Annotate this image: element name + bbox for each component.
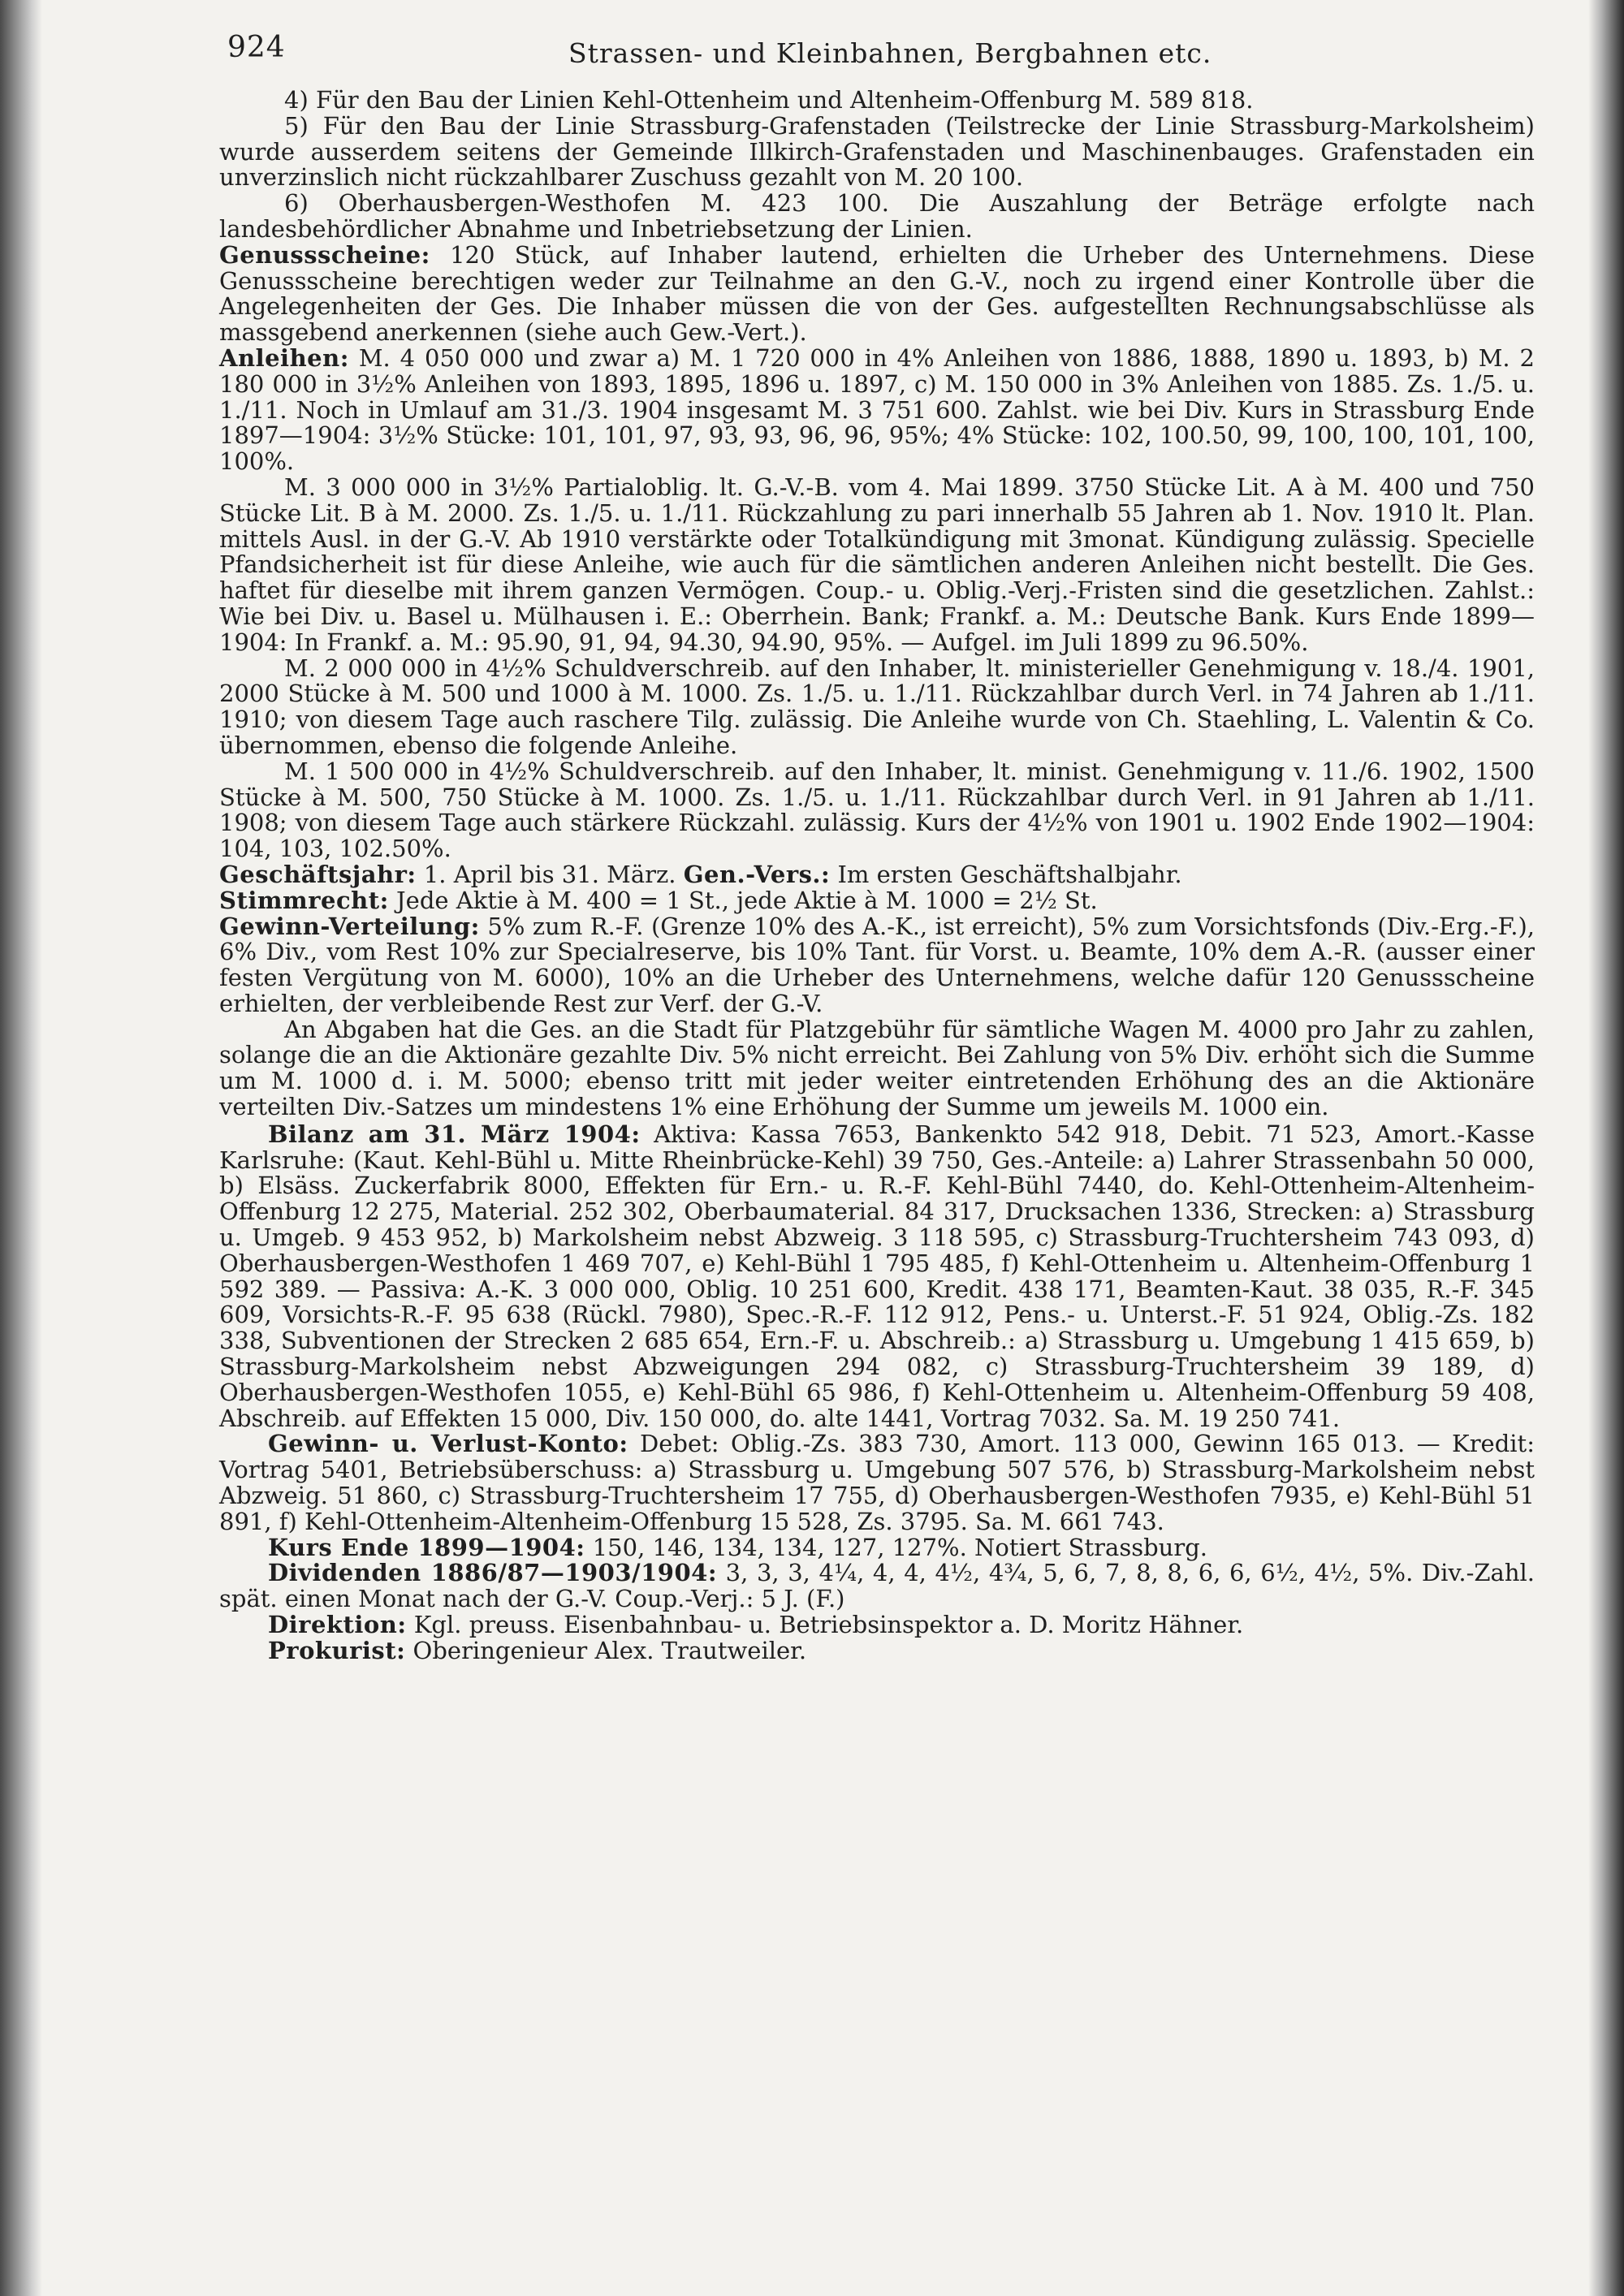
paragraph-text: M. 3 000 000 in 3½% Partialoblig. lt. G.-V.-B. vom 4. Mai 1899. 3750 Stücke Lit. A à M. 400 und 750 Stücke Lit. B à M. 2000. Zs. 1./5. u. 1./11. Rückzahlung zu pari innerhalb 55 Jahren ab 1. Nov. 1910 lt. Plan. mittels Ausl. in der G.-V. Ab 1910 verstärkte oder Totalkündigung mit 3monat. Kündigung zulässig. Specielle Pfandsicherheit ist für diese Anleihe, wie auch für die sämtlichen anderen Anleihen nicht bestellt. Die Ges. haftet für dieselbe mit ihrem ganzen Vermögen. Coup.- u. Oblig.-Verj.-Fristen sind die gesetzlichen. Zahlst.: Wie bei Div. u. Basel u. Mülhausen i. E.: Oberrhein. Bank; Frankf. a. M.: Deutsche Bank. Kurs Ende 1899—1904: In Frankf. a. M.: 95.90, 91, 94, 94.30, 94.90, 95%. — Aufgel. im Juli 1899 zu 96.50%.	[219, 473, 1535, 656]
section-heading: Geschäftsjahr:	[219, 860, 417, 888]
paragraph-text: 4) Für den Bau der Linien Kehl-Ottenheim und Altenheim-Offenburg M. 589 818.	[284, 86, 1254, 114]
section-heading: Prokurist:	[268, 1636, 406, 1664]
section-text: 3, 3, 3, 4¼, 4, 4, 4½, 4¾, 5, 6, 7, 8, 8, 6, 6, 6½, 4½, 5%. Div.-Zahl. spät. einen Monat nach der G.-V. Coup.-Verj.: 5 J. (F.)	[219, 1559, 1535, 1613]
paragraph-partialoblig	[219, 475, 1535, 656]
section-heading: Dividenden 1886/87—1903/1904:	[268, 1559, 718, 1587]
section-text: Debet: Oblig.-Zs. 383 730, Amort. 113 000, Gewinn 165 013. — Kredit: Vortrag 5401, Betriebsüberschuss: a) Strassburg u. Umgebung 507 576, b) Strassburg-Markolsheim nebst Abzweig. 51 860, c) Strassburg-Truchtersheim 17 755, d) Oberhausbergen-Westhofen 7935, e) Kehl-Bühl 51 891, f) Kehl-Ottenheim-Altenheim-Offenburg 15 528, Zs. 3795. Sa. M. 661 743.	[219, 1430, 1535, 1535]
section-gewinn-verteilung	[219, 914, 1535, 1017]
section-direktion	[219, 1612, 1535, 1638]
section-heading: Gewinn-Verteilung:	[219, 912, 480, 940]
section-text: Kgl. preuss. Eisenbahnbau- u. Betriebsinspektor a. D. Moritz Hähner.	[406, 1611, 1244, 1639]
section-text: Aktiva: Kassa 7653, Bankenkto 542 918, Debit. 71 523, Amort.-Kasse Karlsruhe: (Kaut. Kehl-Bühl u. Mitte Rheinbrücke-Kehl) 39 750, Ges.-Anteile: a) Lahrer Strassenbahn 50 000, b) Elsäss. Zuckerfabrik 8000, Effekten für Ern.- u. R.-F. Kehl-Bühl 7440, do. Kehl-Ottenheim-Altenheim-Offenburg 12 275, Material. 252 302, Oberbaumaterial. 84 317, Drucksachen 1336, Strecken: a) Strassburg u. Umgeb. 9 453 952, b) Markolsheim nebst Abzweig. 3 118 595, c) Strassburg-Truchtersheim 743 093, d) Oberhausbergen-Westhofen 1 469 707, e) Kehl-Bühl 1 795 485, f) Kehl-Ottenheim u. Altenheim-Offenburg 1 592 389. — Passiva: A.-K. 3 000 000, Oblig. 10 251 600, Kredit. 438 171, Beamten-Kaut. 38 035, R.-F. 345 609, Vorsichts-R.-F. 95 638 (Rückl. 7980), Spec.-R.-F. 112 912, Pens.- u. Unterst.-F. 51 924, Oblig.-Zs. 182 338, Subventionen der Strecken 2 685 654, Ern.-F. u. Abschreib.: a) Strassburg u. Umgebung 1 415 659, b) Strassburg-Markolsheim nebst Abzweigungen 294 082, c) Strassburg-Truchtersheim 39 189, d) Oberhausbergen-Westhofen 1055, e) Kehl-Bühl 65 986, f) Kehl-Ottenheim u. Altenheim-Offenburg 59 408, Abschreib. auf Effekten 15 000, Div. 150 000, do. alte 1441, Vortrag 7032. Sa. M. 19 250 741.	[219, 1120, 1535, 1432]
paragraph-footnote-6	[219, 191, 1535, 243]
section-anleihen	[219, 343, 1535, 476]
page-header	[219, 24, 1535, 88]
section-text: 5% zum R.-F. (Grenze 10% des A.-K., ist erreicht), 5% zum Vorsichtsfonds (Div.-Erg.-F.), 6% Div., vom Rest 10% zur Specialreserve, bis 10% Tant. für Vorst. u. Beamte, 10% dem A.-R. (ausser einer festen Vergütung von M. 6000), 10% an die Urheber des Unternehmens, welche dafür 120 Genussscheine erhielten, der verbleibende Rest zur Verf. der G.-V.	[219, 912, 1535, 1017]
scan-left-edge	[0, 0, 42, 2296]
section-heading: Genussscheine:	[219, 240, 430, 269]
paragraph-footnote-5	[219, 111, 1535, 192]
body-text	[219, 88, 1535, 1664]
section-heading-gen-vers: Gen.-Vers.:	[683, 860, 831, 888]
section-bilanz	[219, 1122, 1535, 1432]
section-text: 120 Stück, auf Inhaber lautend, erhielten die Urheber des Unternehmens. Diese Genussscheine berechtigen weder zur Teilnahme an den G.-V., noch zu irgend einer Kontrolle über die Angelegenheiten der Ges. Die Inhaber müssen die von der Ges. aufgestellten Rechnungsabschlüsse als massgebend anerkennen (siehe auch Gew.-Vert.).	[219, 240, 1535, 347]
section-text: 150, 146, 134, 134, 127, 127%. Notiert Strassburg.	[585, 1533, 1207, 1561]
section-text: 1. April bis 31. März.	[416, 860, 684, 888]
scan-right-edge	[1588, 0, 1624, 2296]
section-dividenden	[219, 1560, 1535, 1612]
section-heading: Anleihen:	[219, 343, 349, 372]
document-page	[219, 24, 1535, 1664]
paragraph-schuldverschreib-1902	[219, 759, 1535, 862]
section-geschaeftsjahr	[219, 862, 1535, 888]
section-heading: Direktion:	[268, 1611, 407, 1639]
section-heading: Kurs Ende 1899—1904:	[268, 1533, 585, 1561]
section-genussscheine	[219, 240, 1535, 347]
paragraph-text: M. 1 500 000 in 4½% Schuldverschreib. auf den Inhaber, lt. minist. Genehmigung v. 11./6. 1902, 1500 Stücke à M. 500, 750 Stücke à M. 1000. Zs. 1./5. u. 1./11. Rückzahlbar durch Verl. in 91 Jahren ab 1./11. 1908; von diesem Tage auch stärkere Rückzahl. zulässig. Kurs der 4½% von 1901 u. 1902 Ende 1902—1904: 104, 103, 102.50%.	[219, 757, 1535, 863]
section-heading: Stimmrecht:	[219, 886, 389, 914]
section-text: M. 4 050 000 und zwar a) M. 1 720 000 in 4% Anleihen von 1886, 1888, 1890 u. 1893, b) M. 2 180 000 in 3½% Anleihen von 1893, 1895, 1896 u. 1897, c) M. 150 000 in 3% Anleihen von 1885. Zs. 1./5. u. 1./11. Noch in Umlauf am 31./3. 1904 insgesamt M. 3 751 600. Zahlst. wie bei Div. Kurs in Strassburg Ende 1897—1904: 3½% Stücke: 101, 101, 97, 93, 93, 96, 96, 95%; 4% Stücke: 102, 100.50, 99, 100, 100, 101, 100, 100%.	[219, 343, 1535, 476]
financial-section	[219, 1122, 1535, 1664]
section-text: Jede Aktie à M. 400 = 1 St., jede Aktie à M. 1000 = 2½ St.	[388, 886, 1098, 914]
section-gewinn-verlust	[219, 1431, 1535, 1534]
paragraph-text: 5) Für den Bau der Linie Strassburg-Grafenstaden (Teilstrecke der Linie Strassburg-Markolsheim) wurde ausserdem seitens der Gemeinde Illkirch-Grafenstaden und Maschinenbauges. Grafenstaden ein unverzinslich nicht rückzahlbarer Zuschuss gezahlt von M. 20 100.	[219, 111, 1535, 192]
paragraph-text: M. 2 000 000 in 4½% Schuldverschreib. auf den Inhaber, lt. ministerieller Genehmigung v. 18./4. 1901, 2000 Stücke à M. 500 und 1000 à M. 1000. Zs. 1./5. u. 1./11. Rückzahlbar durch Verl. in 74 Jahren ab 1./11. 1910; von diesem Tage auch raschere Tilg. zulässig. Die Anleihe wurde von Ch. Staehling, L. Valentin & Co. übernommen, ebenso die folgende Anleihe.	[219, 654, 1535, 759]
section-stimmrecht	[219, 888, 1535, 914]
section-heading: Gewinn- u. Verlust-Konto:	[268, 1430, 628, 1458]
section-text: Im ersten Geschäftshalbjahr.	[830, 860, 1182, 888]
section-heading: Bilanz am 31. März 1904:	[268, 1120, 641, 1148]
page-number: 924	[227, 31, 286, 64]
running-head: Strassen- und Kleinbahnen, Bergbahnen etc.	[568, 37, 1212, 69]
section-text: Oberingenieur Alex. Trautweiler.	[405, 1636, 807, 1664]
section-prokurist	[219, 1638, 1535, 1664]
paragraph-text: An Abgaben hat die Ges. an die Stadt für Platzgebühr für sämtliche Wagen M. 4000 pro Jahr zu zahlen, solange die an die Aktionäre gezahlte Div. 5% nicht erreicht. Bei Zahlung von 5% Div. erhöht sich die Summe um M. 1000 d. i. M. 5000; ebenso tritt mit jeder weiter eintretenden Erhöhung des an die Aktionäre verteilten Div.-Satzes um mindestens 1% eine Erhöhung der Summe um jeweils M. 1000 ein.	[219, 1015, 1535, 1121]
paragraph-footnote-4	[219, 88, 1535, 114]
section-kurs	[219, 1535, 1535, 1561]
paragraph-schuldverschreib-1901	[219, 656, 1535, 759]
paragraph-text: 6) Oberhausbergen-Westhofen M. 423 100. Die Auszahlung der Beträge erfolgte nach landesbehördlicher Abnahme und Inbetriebsetzung der Linien.	[219, 189, 1535, 243]
paragraph-abgaben	[219, 1017, 1535, 1120]
